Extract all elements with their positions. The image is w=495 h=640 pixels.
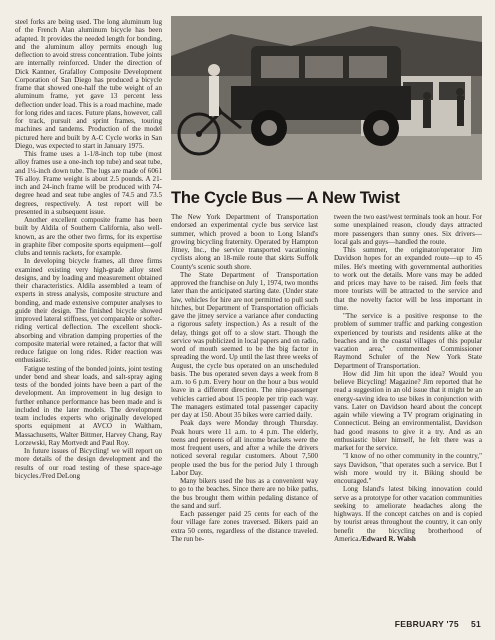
paragraph: In future issues of Bicycling! we will report on more details of the design development and the results of our road testing of these space-age bicycles./Fred DeLong — [15, 447, 162, 480]
photo-illustration — [171, 16, 482, 180]
cycle-bus-photo — [171, 16, 482, 180]
paragraph: tween the two east/west terminals took an hour. For some unexplained reason, cloudy days attracted more passengers than sunny ones. Six drivers—local gals and guys—handled the route. — [334, 213, 482, 246]
issue-date: FEBRUARY '75 — [394, 619, 459, 629]
paragraph: How did Jim hit upon the idea? Would you believe Bicycling! Magazine? Jim reported that he read a suggestion in an old issue that it might be an energy-saving idea to use bikes in conjunction with vans. Later on Davidson heard about the concept again while viewing a TV program originating in Connecticut. Being an environmentalist, Davidson had good reasons to give it a try. And as an enthusiastic biker himself, he felt there was a market for the service. — [334, 369, 482, 452]
paragraph: This summer, the originator/operator Jim Davidson hopes for an expanded route—up to 45 miles. He's meeting with governmental authorities to work out the details. More vans may be added and prices may have to be raised. Jim feels that more tourists will be attracted to the service and that the novelty factor will be less important in time. — [334, 246, 482, 312]
paragraph: The State Department of Transportation approved the franchise on July 1, 1974, two months later than the anticipated starting date. (Under state law, vehicles for hire are not permitted to pull such hitches, but Department of Transportation officials gave the jitney service a variance after conducting a rigorous safety inspection.) As a result of the delay, things got off to a slow start. Though the service was publicized in local papers and on radio, word of mouth seemed to be the big factor in spreading the word. Up until the last three weeks of August, the cycle bus operated on an unscheduled basis. The bus operated seven days a week from 8 a.m. to 6 p.m. Every hour on the hour a bus would leave in a different direction. The nine-passenger vehicles carried about 15 people per trip each way. The managers estimated total passenger capacity per day at 150. About 35 bikes were carried daily. — [171, 270, 318, 419]
article-column-right — [334, 213, 482, 543]
paragraph — [334, 485, 482, 543]
paragraph: Another excellent composite frame has been built by Aldila of Southern California, also well-known, as are the other two firms, for its expertise in graphite fiber composite sports equipment—golf clubs and tennis rackets, for example. — [15, 216, 162, 257]
paragraph: "I know of no other community in the country," says Davidson, "that operates such a service. But I wish more would try it. Biking should be encouraged." — [334, 452, 482, 485]
paragraph: In developing bicycle frames, all three firms examined existing very high-grade alloy steel designs, and by loading and measurement obtained their characteristics. Aldila assembled a team of experts in stress analysis, composite structure and bonding, and made extensive computer analyses to guide their design. The finished bicycle showed improved lateral stiffness, yet comparable or softer-riding vertical deflection. The excellent shock-absorbing and vibration damping properties of the composite material were retained, a factor that will reduce fatigue on long rides. Rider reaction was enthusiastic. — [15, 257, 162, 365]
article-headline: The Cycle Bus — A New Twist — [171, 189, 400, 207]
paragraph: Each passenger paid 25 cents for each of the four village fare zones traversed. Bikers paid an extra 50 cents, regardless of the distance traveled. The run be- — [171, 510, 318, 543]
paragraph: Peak days were Monday through Thursday. Peak hours were 11 a.m. to 4 p.m. The elderly, teens and preteens of all income brackets were the most frequent users, and after a while the drivers noticed several regular customers. About 7,500 people used the bus for the period July 1 through Labor Day. — [171, 419, 318, 477]
paragraph: This frame uses a 1-1/8-inch top tube (most alloy frames use a one-inch top tube) and seat tube, and 1¼-inch down tube. The lugs are made of 6061 T6 alloy. Frame weight is about 2.5 pounds. A 21-inch and 24-inch frame will be produced with 74-degree head and seat tube angles of 74.5 and 73.5 degrees, respectively. A test report will be presented in a subsequent issue. — [15, 150, 162, 216]
article-column-left — [15, 18, 162, 480]
paragraph: steel forks are being used. The long aluminum lug of the French Alan aluminum bicycle has been adapted. It provides the needed length for bonding, and the aluminum alloy permits enough lug deflection to avoid stress concentration. Tube joints are internally reinforced. Under the direction of Dick Kantner, Grafalloy Composite Development Corporation of San Diego has produced a bicycle frame that showed one-half the tube weight of an aluminum frame, yet gave 13 percent less deflection under load. This is a road machine, made for long rides and races. Future plans, however, call for track, pursuit and sprint frames, touring machines and tandems. Production of the model pictured here and built by A-C Cycle works in San Diego, was expected to start in January 1975. — [15, 18, 162, 150]
paragraph-text: Long Island's latest biking innovation could serve as a prototype for other vacation communities seeking to ameliorate headaches along the highways. If the concept catches on and is copied by tourist areas throughout the country, it can only benefit the bicycling brotherhood of America. — [334, 485, 482, 543]
page-footer — [395, 619, 481, 629]
paragraph: The New York Department of Transportation endorsed an experimental cycle bus service last summer, which proved a boon to Long Island's growing bicycling fraternity. Operated by Hampton Jitney, Inc., the service transported vacationing cyclists along an 18-mile route that skirts Suffolk County's scenic south shore. — [171, 213, 318, 271]
article-column-middle — [171, 213, 318, 543]
paragraph: "The service is a positive response to the problem of summer traffic and parking congestion experienced by tourists and residents alike at the beaches and in the coastal villages of this popular vacation area," commented Commissioner Raymond Schuler of the New York State Department of Transportation. — [334, 312, 482, 370]
page-number: 51 — [470, 619, 481, 629]
article-byline: /Edward R. Walsh — [360, 534, 416, 543]
paragraph: Many bikers used the bus as a convenient way to go to the beaches. Since there are no bike paths, the bus brought them within pedaling distance of the sand and surf. — [171, 477, 318, 510]
paragraph: Fatigue testing of the bonded joints, joint testing under bend and shear loads, and salt-spray aging tests of the bonded joints have been a part of the development. An improvement in lug design to further enhance performance has been made and is included in the later models. The development team includes experts who originally developed sports equipment at AVCO in Waltham, Massachusetts, Walter Bittmer, Harvey Chang, Ray Lorzewski, Ray Mortvedt and Paul Roy. — [15, 364, 162, 447]
